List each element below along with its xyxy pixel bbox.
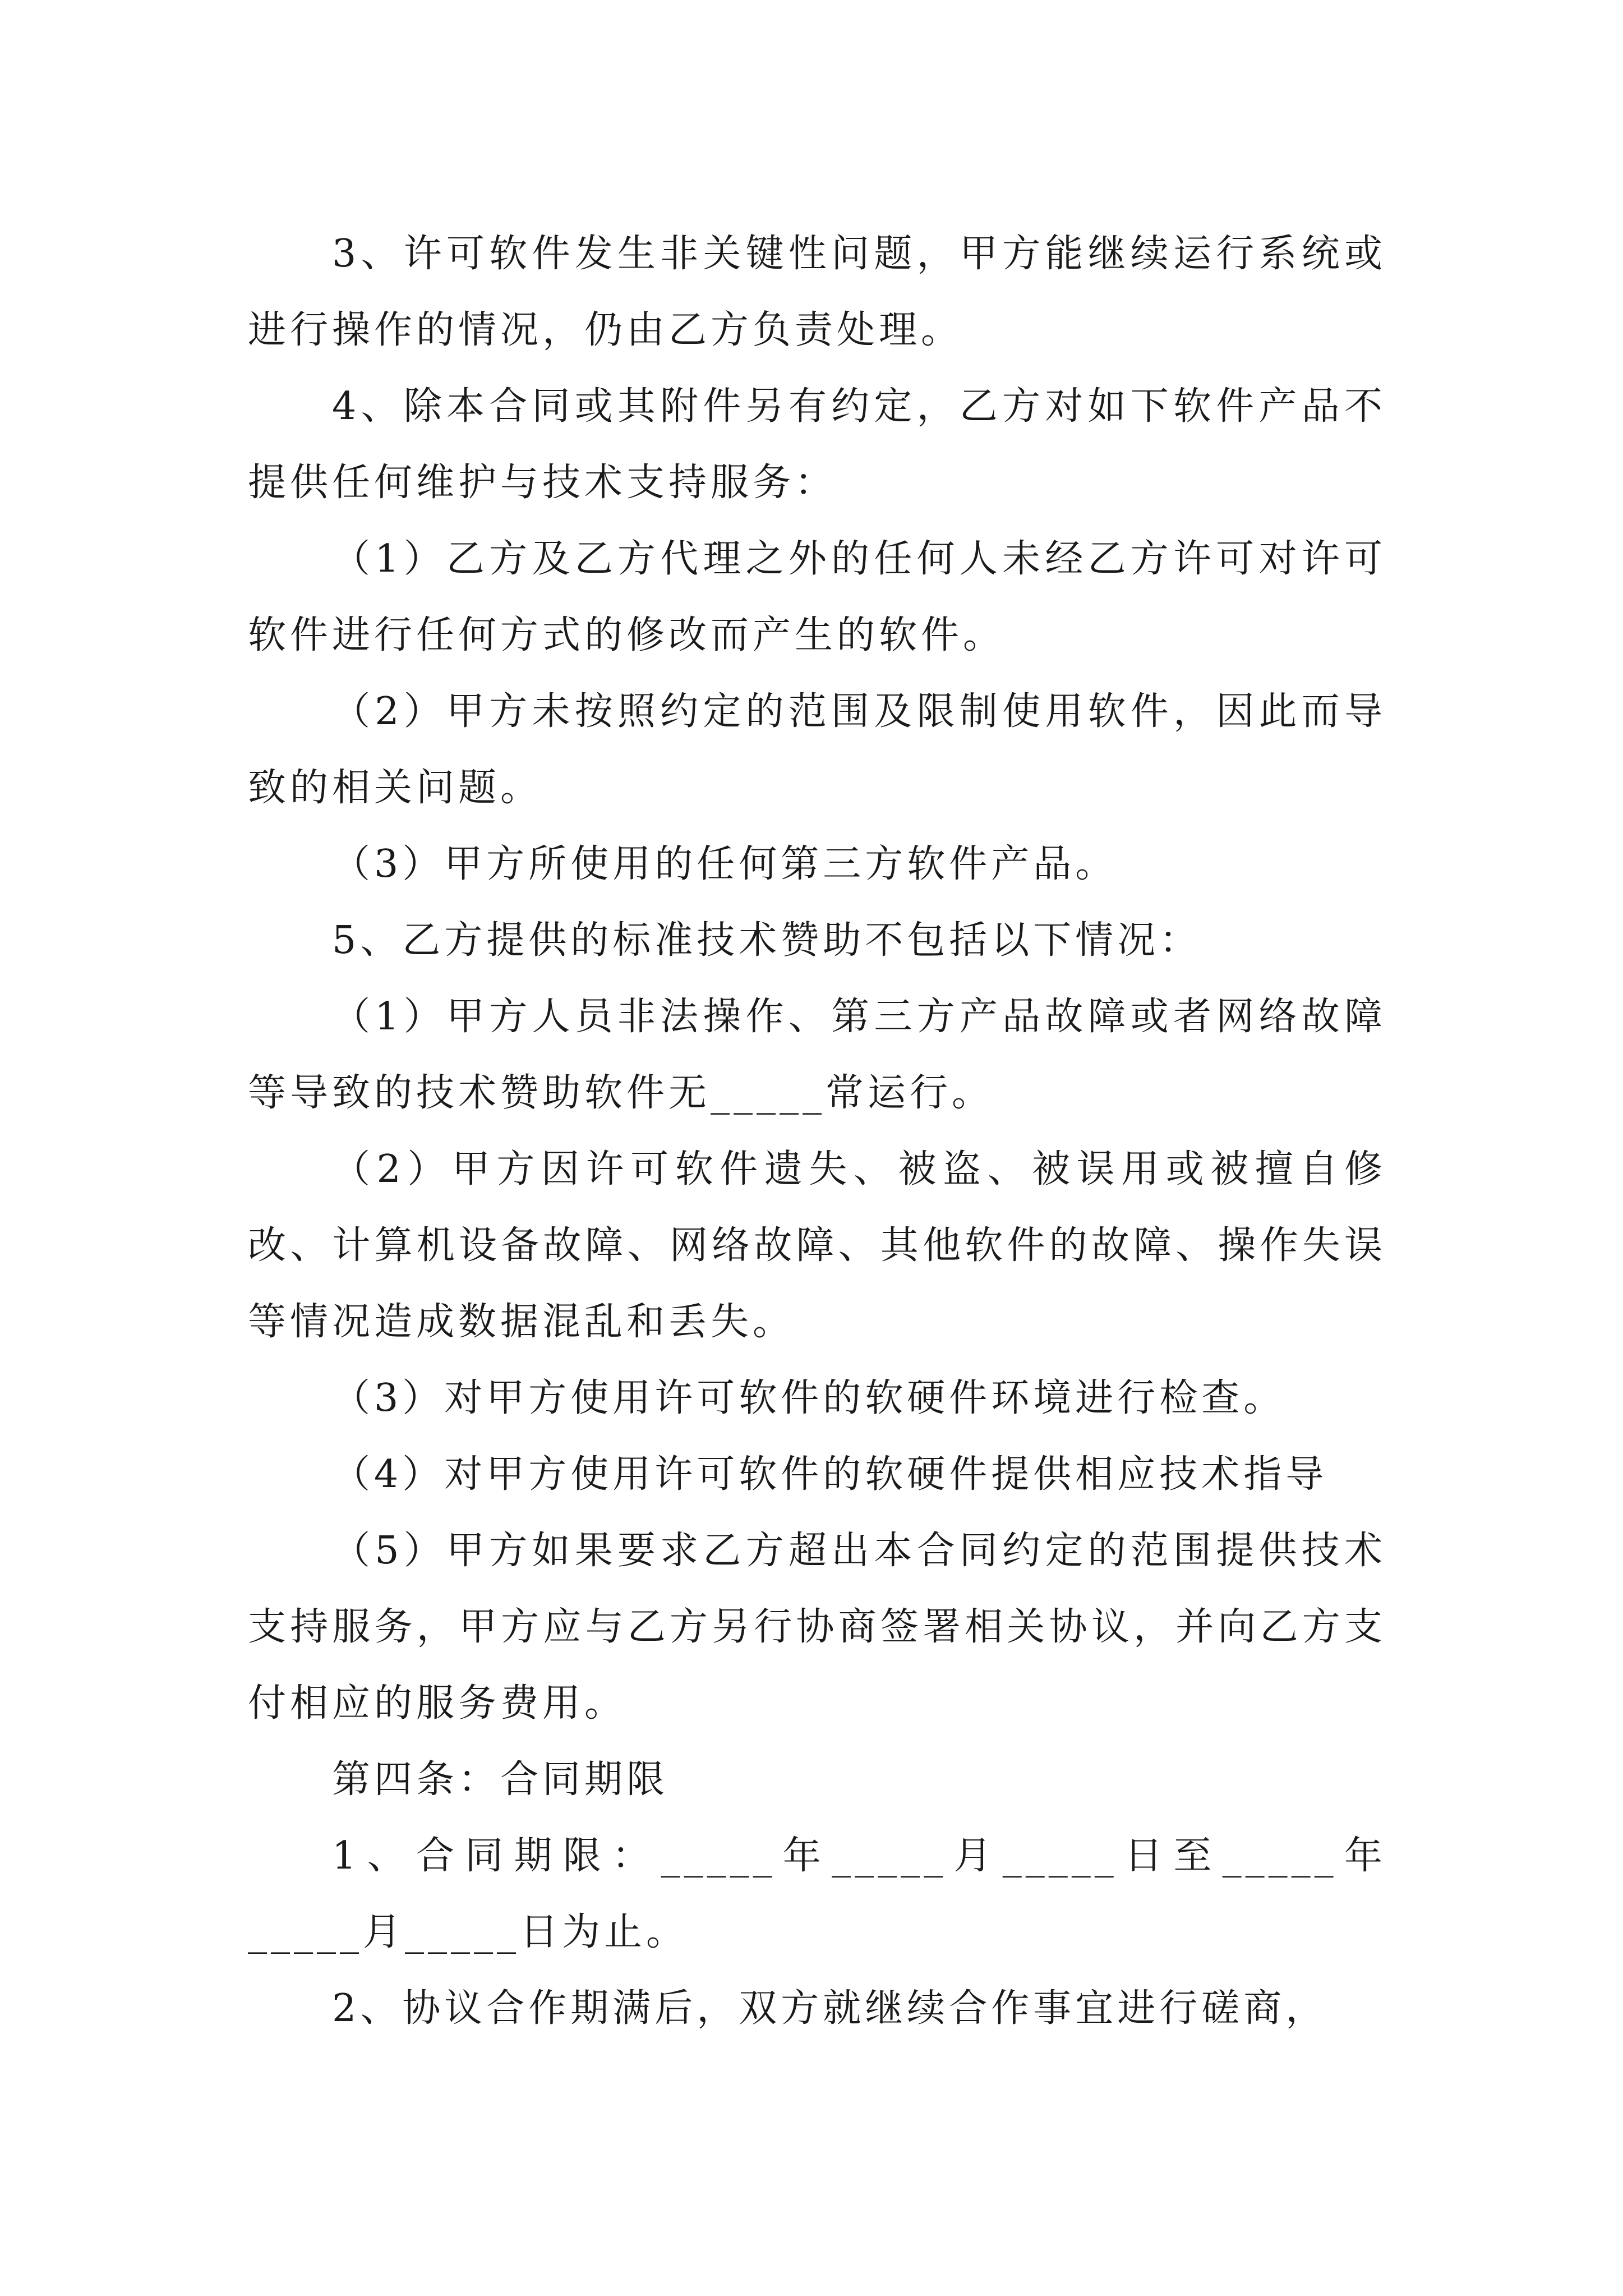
paragraph-item-5-1: （1）甲方人员非法操作、第三方产品故障或者网络故障等导致的技术赞助软件无_____常运行。 [248,995,1386,1115]
paragraph-item-5-5: （5）甲方如果要求乙方超出本合同约定的范围提供技术支持服务，甲方应与乙方另行协商签署相关协议，并向乙方支付相应的服务费用。 [248,1529,1386,1726]
paragraph-item-4-3: （3）甲方所使用的任何第三方软件产品。 [332,842,1118,886]
paragraph-contract-term: 1、合同期限：_____年_____月_____日至_____年_____月_____日为止。 [248,1834,1386,1954]
paragraph-item-5-3: （3）对甲方使用许可软件的软硬件环境进行检查。 [332,1376,1286,1420]
paragraph-item-5: 5、乙方提供的标准技术赞助不包括以下情况： [332,918,1202,963]
paragraph-item-3: 3、许可软件发生非关键性问题，甲方能继续运行系统或进行操作的情况，仍由乙方负责处理。 [248,232,1386,352]
paragraph-item-4-2: （2）甲方未按照约定的范围及限制使用软件，因此而导致的相关问题。 [248,689,1386,810]
paragraph-renewal: 2、协议合作期满后，双方就继续合作事宜进行磋商， [332,1986,1328,2031]
paragraph-item-5-4: （4）对甲方使用许可软件的软硬件提供相应技术指导 [332,1452,1328,1497]
document-body [248,216,1386,2047]
paragraph-item-5-2: （2）甲方因许可软件遗失、被盗、被误用或被擅自修改、计算机设备故障、网络故障、其他软件的故障、操作失误等情况造成数据混乱和丢失。 [248,1147,1386,1344]
paragraph-item-4: 4、除本合同或其附件另有约定，乙方对如下软件产品不提供任何维护与技术支持服务： [248,384,1386,505]
section-heading-article-4: 第四条：合同期限 [332,1757,669,1802]
paragraph-item-4-1: （1）乙方及乙方代理之外的任何人未经乙方许可对许可软件进行任何方式的修改而产生的软件。 [248,537,1386,657]
